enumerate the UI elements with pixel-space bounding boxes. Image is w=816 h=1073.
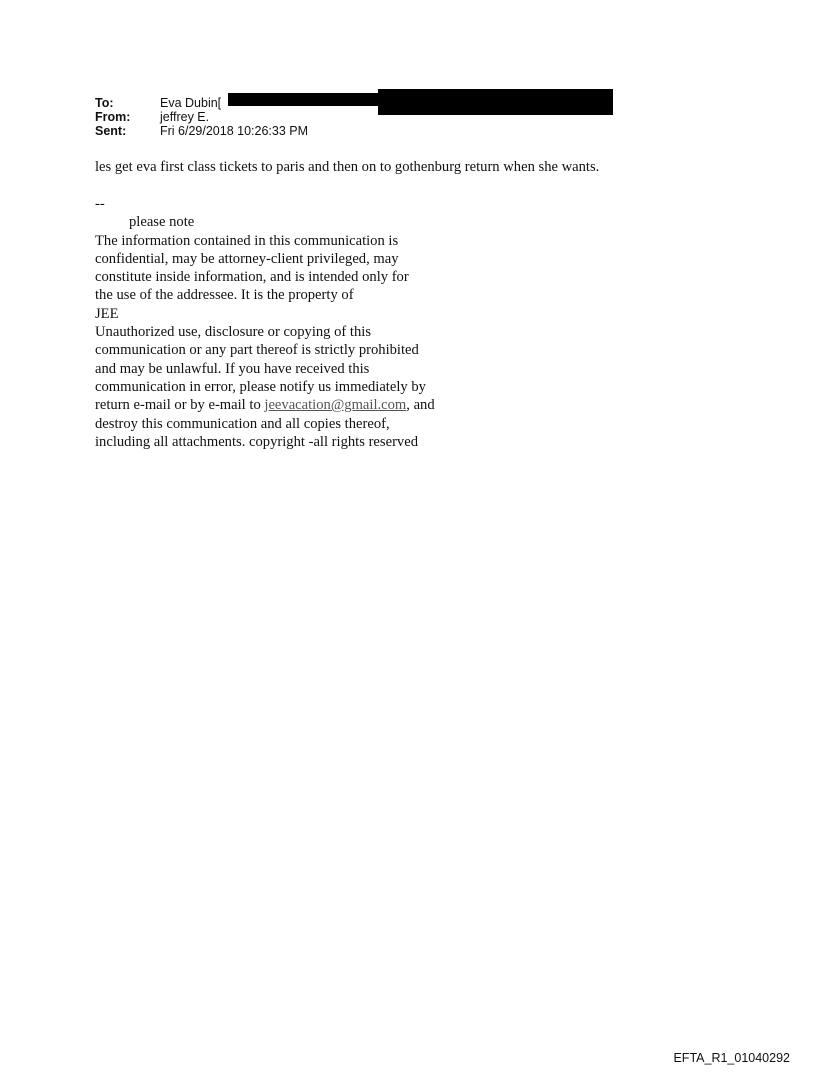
from-label: From: — [95, 110, 131, 124]
signature-line: communication in error, please notify us immediately by — [95, 378, 426, 395]
signature-line: Unauthorized use, disclosure or copying of this — [95, 324, 372, 341]
signature-note: please note — [129, 214, 195, 231]
return-prefix: return e-mail or by e-mail to — [95, 397, 265, 414]
signature-line: destroy this communication and all copies thereof, — [95, 415, 390, 432]
signature-line: The information contained in this communication is — [95, 232, 399, 249]
signature-line: JEE — [95, 305, 119, 322]
email-link[interactable]: jeevacation@gmail.com — [264, 397, 407, 414]
signature-line: including all attachments. copyright -all rights reserved — [95, 433, 418, 450]
signature-block — [95, 195, 435, 451]
signature-line: constitute inside information, and is intended only for — [95, 269, 409, 286]
sent-value: Fri 6/29/2018 10:26:33 PM — [160, 124, 309, 138]
signature-line: communication or any part thereof is strictly prohibited — [95, 342, 419, 359]
from-value: jeffrey E. — [160, 110, 210, 124]
signature-separator: -- — [95, 196, 105, 212]
document-id: EFTA_R1_01040292 — [673, 1051, 790, 1065]
message-body: les get eva first class tickets to paris and then on to gothenburg return when she wants. — [95, 159, 600, 175]
redaction-box — [228, 93, 380, 106]
to-value: Eva Dubin[ — [160, 96, 222, 110]
sent-label: Sent: — [95, 124, 127, 138]
return-suffix: , and — [406, 397, 435, 414]
signature-line: the use of the addressee. It is the property of — [95, 287, 354, 304]
redaction-box — [378, 89, 613, 115]
signature-line: and may be unlawful. If you have received this — [95, 360, 370, 377]
to-label: To: — [95, 96, 114, 110]
signature-line: confidential, may be attorney-client privileged, may — [95, 250, 399, 267]
signature-return-line — [95, 396, 435, 414]
